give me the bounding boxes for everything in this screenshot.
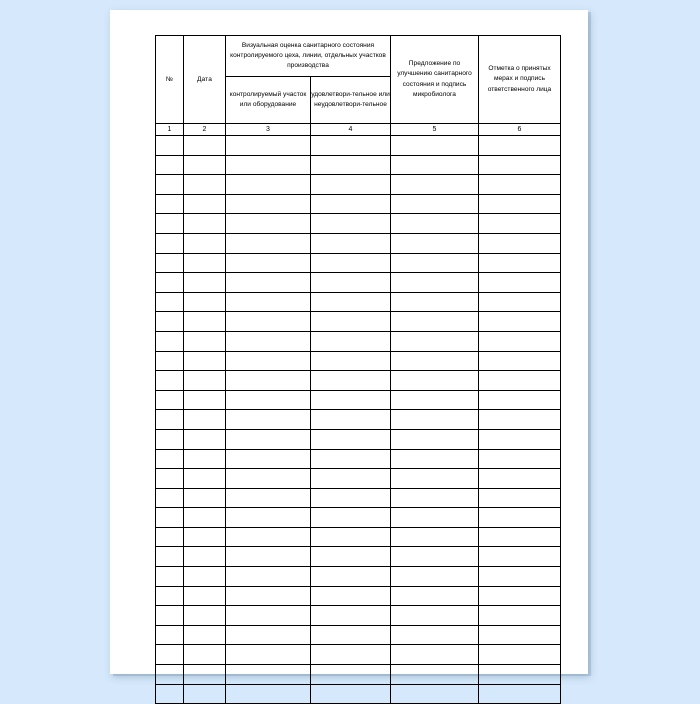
table-cell[interactable] xyxy=(226,233,311,253)
table-row[interactable] xyxy=(156,175,561,195)
table-cell[interactable] xyxy=(156,547,184,567)
table-cell[interactable] xyxy=(226,312,311,332)
column-number-row xyxy=(156,124,561,136)
table-cell[interactable] xyxy=(184,292,226,312)
table-cell[interactable] xyxy=(226,488,311,508)
table-cell[interactable] xyxy=(479,449,561,469)
table-cell[interactable] xyxy=(391,331,479,351)
table-cell[interactable] xyxy=(311,273,391,293)
table-cell[interactable] xyxy=(226,606,311,626)
table-row[interactable] xyxy=(156,606,561,626)
table-cell[interactable] xyxy=(311,233,391,253)
table-cell[interactable] xyxy=(479,527,561,547)
table-cell[interactable] xyxy=(311,625,391,645)
table-cell[interactable] xyxy=(391,410,479,430)
table-cell[interactable] xyxy=(311,194,391,214)
table-row[interactable] xyxy=(156,625,561,645)
table-row[interactable] xyxy=(156,469,561,489)
table-cell[interactable] xyxy=(156,292,184,312)
table-cell[interactable] xyxy=(311,547,391,567)
table-cell[interactable] xyxy=(479,155,561,175)
table-cell[interactable] xyxy=(226,155,311,175)
table-cell[interactable] xyxy=(391,292,479,312)
table-row[interactable] xyxy=(156,253,561,273)
table-cell[interactable] xyxy=(226,194,311,214)
table-cell[interactable] xyxy=(184,214,226,234)
table-cell[interactable] xyxy=(479,547,561,567)
table-cell[interactable] xyxy=(479,351,561,371)
table-cell[interactable] xyxy=(479,606,561,626)
table-cell[interactable] xyxy=(479,469,561,489)
table-cell[interactable] xyxy=(156,645,184,665)
table-cell[interactable] xyxy=(479,331,561,351)
table-cell[interactable] xyxy=(156,312,184,332)
table-cell[interactable] xyxy=(156,273,184,293)
table-cell[interactable] xyxy=(184,449,226,469)
table-cell[interactable] xyxy=(184,684,226,704)
table-cell[interactable] xyxy=(184,233,226,253)
table-row[interactable] xyxy=(156,429,561,449)
table-cell[interactable] xyxy=(391,371,479,391)
table-cell[interactable] xyxy=(391,273,479,293)
table-cell[interactable] xyxy=(156,625,184,645)
header-number: № xyxy=(156,36,184,124)
table-cell[interactable] xyxy=(391,233,479,253)
table-cell[interactable] xyxy=(479,508,561,528)
table-cell[interactable] xyxy=(479,665,561,685)
header-proposal: Предложение по улучшению санитарного состояния и подпись микробиолога xyxy=(391,36,479,124)
table-cell[interactable] xyxy=(156,567,184,587)
table-cell[interactable] xyxy=(184,136,226,156)
table-cell[interactable] xyxy=(156,606,184,626)
table-cell[interactable] xyxy=(311,351,391,371)
table-cell[interactable] xyxy=(391,312,479,332)
table-cell[interactable] xyxy=(391,606,479,626)
table-cell[interactable] xyxy=(184,253,226,273)
table-row[interactable] xyxy=(156,488,561,508)
table-cell[interactable] xyxy=(184,351,226,371)
table-cell[interactable] xyxy=(184,429,226,449)
table-cell[interactable] xyxy=(184,194,226,214)
table-cell[interactable] xyxy=(311,606,391,626)
table-cell[interactable] xyxy=(156,390,184,410)
table-cell[interactable] xyxy=(479,175,561,195)
colnum-3: 3 xyxy=(226,124,311,136)
table-cell[interactable] xyxy=(226,684,311,704)
table-cell[interactable] xyxy=(156,214,184,234)
table-row[interactable] xyxy=(156,292,561,312)
table-cell[interactable] xyxy=(156,155,184,175)
table-cell[interactable] xyxy=(156,586,184,606)
document-page xyxy=(110,10,588,674)
table-cell[interactable] xyxy=(479,645,561,665)
table-cell[interactable] xyxy=(184,645,226,665)
table-cell[interactable] xyxy=(184,410,226,430)
table-cell[interactable] xyxy=(479,273,561,293)
table-cell[interactable] xyxy=(226,625,311,645)
table-cell[interactable] xyxy=(479,233,561,253)
table-cell[interactable] xyxy=(391,488,479,508)
table-cell[interactable] xyxy=(226,508,311,528)
table-row[interactable] xyxy=(156,410,561,430)
table-cell[interactable] xyxy=(479,194,561,214)
table-cell[interactable] xyxy=(156,175,184,195)
table-cell[interactable] xyxy=(156,410,184,430)
table-cell[interactable] xyxy=(391,429,479,449)
table-cell[interactable] xyxy=(156,351,184,371)
header-date: Дата xyxy=(184,36,226,124)
colnum-2: 2 xyxy=(184,124,226,136)
table-cell[interactable] xyxy=(184,371,226,391)
table-cell[interactable] xyxy=(479,390,561,410)
table-row[interactable] xyxy=(156,312,561,332)
table-cell[interactable] xyxy=(184,527,226,547)
header-mark: Отметка о принятых мерах и подпись ответственного лица xyxy=(479,36,561,124)
table-cell[interactable] xyxy=(184,155,226,175)
table-cell[interactable] xyxy=(479,684,561,704)
table-cell[interactable] xyxy=(311,586,391,606)
table-cell[interactable] xyxy=(156,469,184,489)
table-cell[interactable] xyxy=(184,312,226,332)
table-cell[interactable] xyxy=(311,410,391,430)
table-cell[interactable] xyxy=(184,390,226,410)
table-cell[interactable] xyxy=(226,645,311,665)
table-row[interactable] xyxy=(156,194,561,214)
table-cell[interactable] xyxy=(156,233,184,253)
table-cell[interactable] xyxy=(226,665,311,685)
table-cell[interactable] xyxy=(391,194,479,214)
table-cell[interactable] xyxy=(391,567,479,587)
table-cell[interactable] xyxy=(391,175,479,195)
table-cell[interactable] xyxy=(311,175,391,195)
colnum-6: 6 xyxy=(479,124,561,136)
table-cell[interactable] xyxy=(311,214,391,234)
table-cell[interactable] xyxy=(226,331,311,351)
table-cell[interactable] xyxy=(311,469,391,489)
table-cell[interactable] xyxy=(226,469,311,489)
table-cell[interactable] xyxy=(479,488,561,508)
table-cell[interactable] xyxy=(311,136,391,156)
table-row[interactable] xyxy=(156,645,561,665)
table-cell[interactable] xyxy=(479,136,561,156)
table-cell[interactable] xyxy=(479,567,561,587)
table-cell[interactable] xyxy=(226,567,311,587)
table-cell[interactable] xyxy=(184,273,226,293)
table-cell[interactable] xyxy=(391,508,479,528)
table-cell[interactable] xyxy=(311,645,391,665)
table-cell[interactable] xyxy=(226,449,311,469)
table-cell[interactable] xyxy=(479,410,561,430)
table-cell[interactable] xyxy=(184,175,226,195)
table-cell[interactable] xyxy=(226,175,311,195)
table-cell[interactable] xyxy=(391,625,479,645)
table-cell[interactable] xyxy=(311,155,391,175)
table-cell[interactable] xyxy=(311,429,391,449)
table-cell[interactable] xyxy=(156,527,184,547)
table-cell[interactable] xyxy=(156,665,184,685)
table-cell[interactable] xyxy=(479,312,561,332)
table-cell[interactable] xyxy=(226,429,311,449)
table-row[interactable] xyxy=(156,390,561,410)
table-cell[interactable] xyxy=(184,508,226,528)
table-cell[interactable] xyxy=(391,645,479,665)
table-cell[interactable] xyxy=(226,136,311,156)
table-cell[interactable] xyxy=(184,469,226,489)
table-cell[interactable] xyxy=(311,684,391,704)
table-cell[interactable] xyxy=(311,331,391,351)
table-cell[interactable] xyxy=(226,527,311,547)
table-cell[interactable] xyxy=(391,253,479,273)
table-cell[interactable] xyxy=(311,488,391,508)
header-row-top xyxy=(156,36,561,77)
table-cell[interactable] xyxy=(184,586,226,606)
table-cell[interactable] xyxy=(184,331,226,351)
table-cell[interactable] xyxy=(226,410,311,430)
table-cell[interactable] xyxy=(226,586,311,606)
table-cell[interactable] xyxy=(311,567,391,587)
table-cell[interactable] xyxy=(226,292,311,312)
table-cell[interactable] xyxy=(391,155,479,175)
table-row[interactable] xyxy=(156,508,561,528)
table-cell[interactable] xyxy=(391,547,479,567)
table-cell[interactable] xyxy=(311,527,391,547)
table-cell[interactable] xyxy=(311,449,391,469)
table-cell[interactable] xyxy=(156,684,184,704)
table-cell[interactable] xyxy=(156,488,184,508)
table-cell[interactable] xyxy=(226,214,311,234)
table-row[interactable] xyxy=(156,155,561,175)
table-cell[interactable] xyxy=(156,449,184,469)
table-row[interactable] xyxy=(156,547,561,567)
table-cell[interactable] xyxy=(226,547,311,567)
sanitary-log-table xyxy=(155,35,561,704)
table-cell[interactable] xyxy=(226,390,311,410)
table-cell[interactable] xyxy=(184,547,226,567)
table-row[interactable] xyxy=(156,331,561,351)
colnum-1: 1 xyxy=(156,124,184,136)
table-cell[interactable] xyxy=(184,488,226,508)
table-cell[interactable] xyxy=(311,253,391,273)
table-row[interactable] xyxy=(156,527,561,547)
table-cell[interactable] xyxy=(184,606,226,626)
table-cell[interactable] xyxy=(184,665,226,685)
table-cell[interactable] xyxy=(311,371,391,391)
table-row[interactable] xyxy=(156,371,561,391)
table-cell[interactable] xyxy=(156,194,184,214)
table-cell[interactable] xyxy=(391,214,479,234)
table-cell[interactable] xyxy=(311,390,391,410)
table-row[interactable] xyxy=(156,273,561,293)
colnum-5: 5 xyxy=(391,124,479,136)
table-cell[interactable] xyxy=(391,586,479,606)
table-cell[interactable] xyxy=(479,429,561,449)
header-visual-group: Визуальная оценка санитарного состояния контролируемого цеха, линии, отдельных участков производства xyxy=(226,36,391,77)
table-row[interactable] xyxy=(156,233,561,253)
table-cell[interactable] xyxy=(311,312,391,332)
log-sheet xyxy=(155,35,560,652)
table-cell[interactable] xyxy=(391,390,479,410)
table-row[interactable] xyxy=(156,136,561,156)
table-cell[interactable] xyxy=(156,331,184,351)
table-cell[interactable] xyxy=(226,351,311,371)
table-cell[interactable] xyxy=(391,351,479,371)
table-cell[interactable] xyxy=(479,292,561,312)
table-cell[interactable] xyxy=(311,665,391,685)
header-evaluation: удовлетвори-тельное или неудовлетвори-тельное xyxy=(311,77,391,124)
colnum-4: 4 xyxy=(311,124,391,136)
table-row[interactable] xyxy=(156,684,561,704)
table-cell[interactable] xyxy=(184,567,226,587)
table-row[interactable] xyxy=(156,351,561,371)
table-cell[interactable] xyxy=(184,625,226,645)
table-cell[interactable] xyxy=(479,371,561,391)
table-cell[interactable] xyxy=(479,214,561,234)
table-cell[interactable] xyxy=(479,625,561,645)
table-cell[interactable] xyxy=(156,429,184,449)
table-row[interactable] xyxy=(156,449,561,469)
table-row[interactable] xyxy=(156,665,561,685)
header-controlled-area: контролируемый участок или оборудование xyxy=(226,77,311,124)
table-cell[interactable] xyxy=(311,292,391,312)
table-row[interactable] xyxy=(156,214,561,234)
table-cell[interactable] xyxy=(156,508,184,528)
table-cell[interactable] xyxy=(391,527,479,547)
table-cell[interactable] xyxy=(391,684,479,704)
table-cell[interactable] xyxy=(391,469,479,489)
table-cell[interactable] xyxy=(479,586,561,606)
table-cell[interactable] xyxy=(226,273,311,293)
table-cell[interactable] xyxy=(391,665,479,685)
table-cell[interactable] xyxy=(479,253,561,273)
table-cell[interactable] xyxy=(156,253,184,273)
table-cell[interactable] xyxy=(226,253,311,273)
table-cell[interactable] xyxy=(156,136,184,156)
table-cell[interactable] xyxy=(311,508,391,528)
table-cell[interactable] xyxy=(156,371,184,391)
table-header xyxy=(156,36,561,124)
table-body xyxy=(156,124,561,704)
table-row[interactable] xyxy=(156,586,561,606)
table-cell[interactable] xyxy=(391,136,479,156)
table-row[interactable] xyxy=(156,567,561,587)
table-cell[interactable] xyxy=(226,371,311,391)
table-cell[interactable] xyxy=(391,449,479,469)
